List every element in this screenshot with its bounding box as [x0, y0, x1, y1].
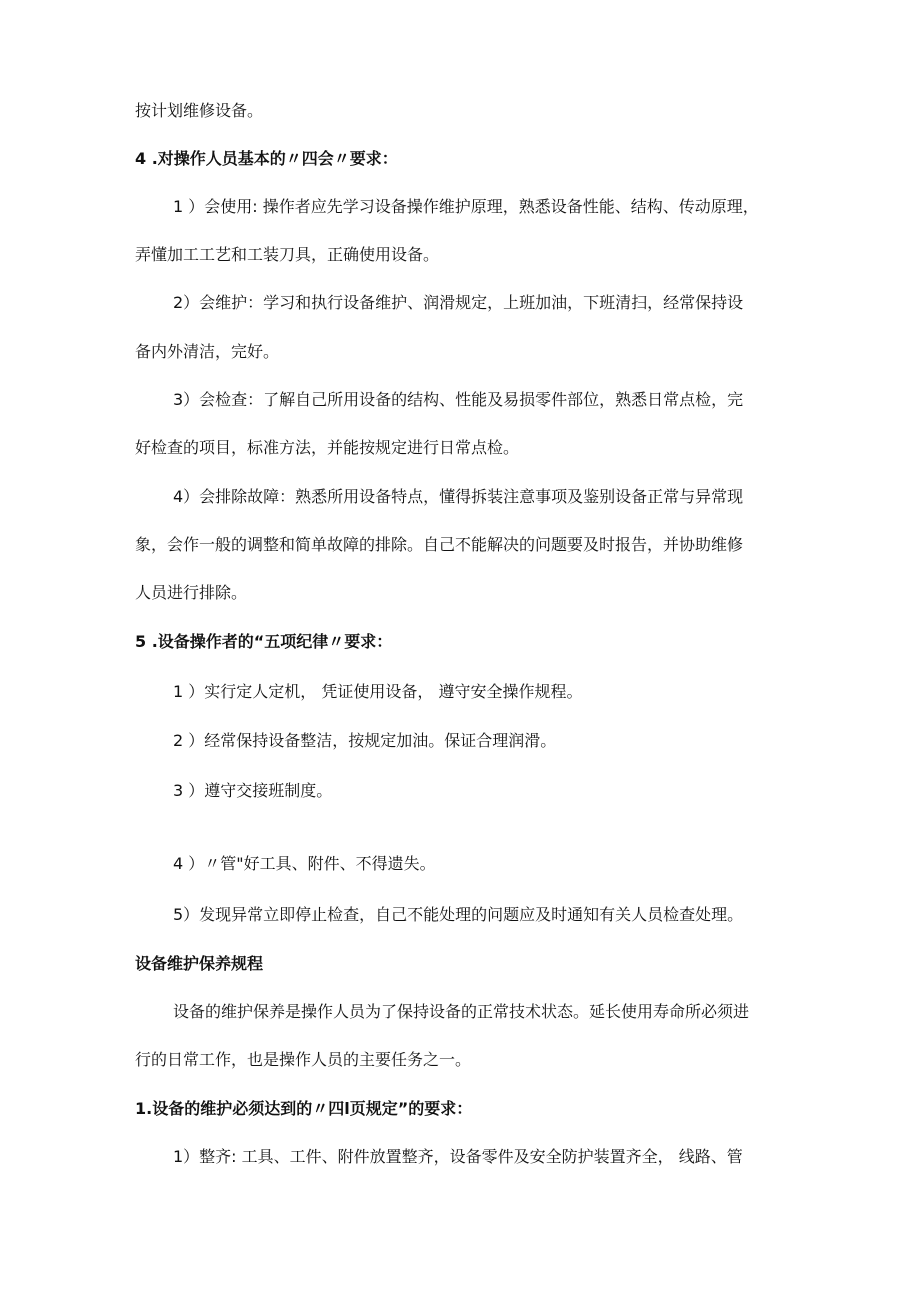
text-line-1: 按计划维修设备。: [135, 101, 264, 120]
section-heading-1: 1.设备的维护必须达到的〃四l页规定”的要求：: [135, 1099, 473, 1118]
text-line-13: 1 ）实行定人定机， 凭证使用设备， 遵守安全操作规程。: [173, 682, 583, 701]
text-line-14: 2 ）经常保持设备整洁，按规定加油。保证合理润滑。: [173, 731, 557, 750]
text-line-3: 1 ）会使用: 操作者应先学习设备操作维护原理，熟悉设备性能、结构、传动原理，: [173, 197, 759, 216]
section-title: 设备维护保养规程: [135, 954, 264, 973]
text-line-16: 4 ）〃管"好工具、附件、不得遗失。: [173, 854, 436, 873]
text-line-10: 象，会作一般的调整和简单故障的排除。自己不能解决的问题要及时报告，并协助维修: [135, 535, 744, 554]
text-line-7: 3）会检查：了解自己所用设备的结构、性能及易损零件部位，熟悉日常点检，完: [173, 390, 744, 409]
section-heading-5: 5 .设备操作者的“五项纪律〃要求：: [135, 632, 393, 651]
text-line-17: 5）发现异常立即停止检查，自己不能处理的问题应及时通知有关人员检查处理。: [173, 905, 744, 924]
text-line-11: 人员进行排除。: [135, 583, 248, 602]
text-line-6: 备内外清洁，完好。: [135, 342, 280, 361]
text-line-22: 1）整齐: 工具、工件、附件放置整齐，设备零件及安全防护装置齐全， 线路、管: [173, 1147, 743, 1166]
text-line-8: 好检查的项目，标准方法，并能按规定进行日常点检。: [135, 438, 520, 457]
text-line-5: 2）会维护：学习和执行设备维护、润滑规定，上班加油，下班清扫，经常保持设: [173, 293, 744, 312]
text-line-20: 行的日常工作，也是操作人员的主要任务之一。: [135, 1050, 472, 1069]
text-line-4: 弄懂加工工艺和工装刀具，正确使用设备。: [135, 245, 440, 264]
text-line-19: 设备的维护保养是操作人员为了保持设备的正常技术状态。延长使用寿命所必须进: [173, 1002, 750, 1021]
text-line-9: 4）会排除故障：熟悉所用设备特点，懂得拆装注意事项及鉴别设备正常与异常现: [173, 487, 744, 506]
section-heading-4: 4 .对操作人员基本的〃四会〃要求：: [135, 149, 398, 168]
text-line-15: 3 ）遵守交接班制度。: [173, 781, 333, 800]
